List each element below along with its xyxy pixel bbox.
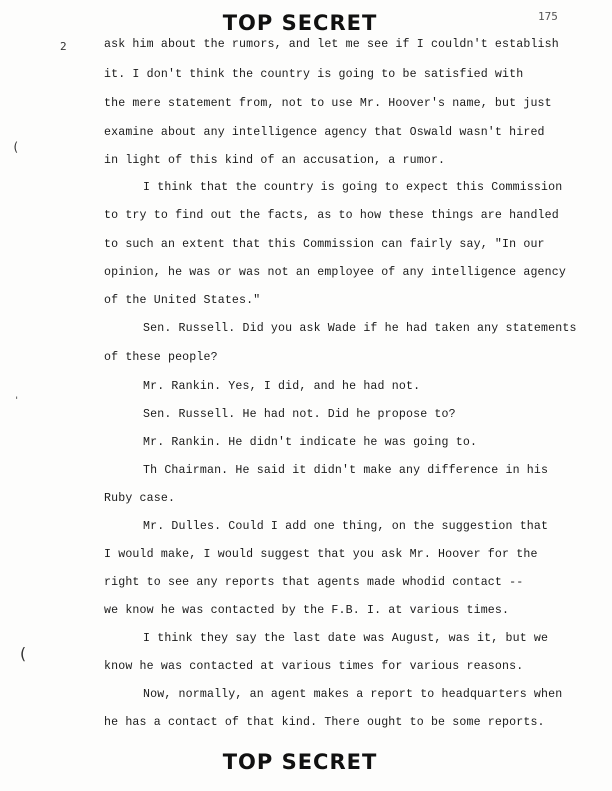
transcript-line: the mere statement from, not to use Mr. Hoover's name, but just — [104, 97, 552, 110]
transcript-line: Ruby case. — [104, 492, 176, 505]
transcript-line: know he was contacted at various times for various reasons. — [104, 660, 524, 673]
transcript-line: Now, normally, an agent makes a report to headquarters when — [143, 688, 563, 701]
margin-mark: 2 — [60, 40, 67, 53]
transcript-line: Sen. Russell. He had not. Did he propose to? — [143, 408, 456, 421]
transcript-line: Th Chairman. He said it didn't make any difference in his — [143, 464, 549, 477]
transcript-line: I think they say the last date was August, was it, but we — [143, 632, 549, 645]
transcript-line: we know he was contacted by the F.B. I. at various times. — [104, 604, 510, 617]
transcript-line: opinion, he was or was not an employee of any intelligence agency — [104, 266, 566, 279]
transcript-line: Mr. Dulles. Could I add one thing, on the suggestion that — [143, 520, 549, 533]
margin-mark: ( — [18, 644, 28, 663]
page-number: 175 — [538, 10, 558, 23]
transcript-line: to such an extent that this Commission can fairly say, "In our — [104, 238, 545, 251]
transcript-line: examine about any intelligence agency that Oswald wasn't hired — [104, 126, 545, 139]
transcript-line: of these people? — [104, 351, 218, 364]
transcript-line: in light of this kind of an accusation, a rumor. — [104, 154, 446, 167]
transcript-line: I would make, I would suggest that you ask Mr. Hoover for the — [104, 548, 538, 561]
transcript-line: of the United States." — [104, 294, 261, 307]
transcript-line: ask him about the rumors, and let me see if I couldn't establish — [104, 38, 559, 51]
margin-mark: ' — [14, 396, 20, 406]
transcript-line: Mr. Rankin. He didn't indicate he was going to. — [143, 436, 478, 449]
classification-stamp-bottom: TOP SECRET — [222, 750, 378, 774]
transcript-line: I think that the country is going to expect this Commission — [143, 181, 563, 194]
margin-mark: ( — [12, 140, 20, 154]
transcript-line: Mr. Rankin. Yes, I did, and he had not. — [143, 380, 421, 393]
transcript-line: he has a contact of that kind. There ought to be some reports. — [104, 716, 545, 729]
transcript-line: it. I don't think the country is going to be satisfied with — [104, 68, 524, 81]
transcript-line: to try to find out the facts, as to how these things are handled — [104, 209, 559, 222]
transcript-line: right to see any reports that agents made whodid contact -- — [104, 576, 524, 589]
transcript-line: Sen. Russell. Did you ask Wade if he had taken any statements — [143, 322, 577, 335]
classification-stamp-top: TOP SECRET — [222, 11, 378, 35]
